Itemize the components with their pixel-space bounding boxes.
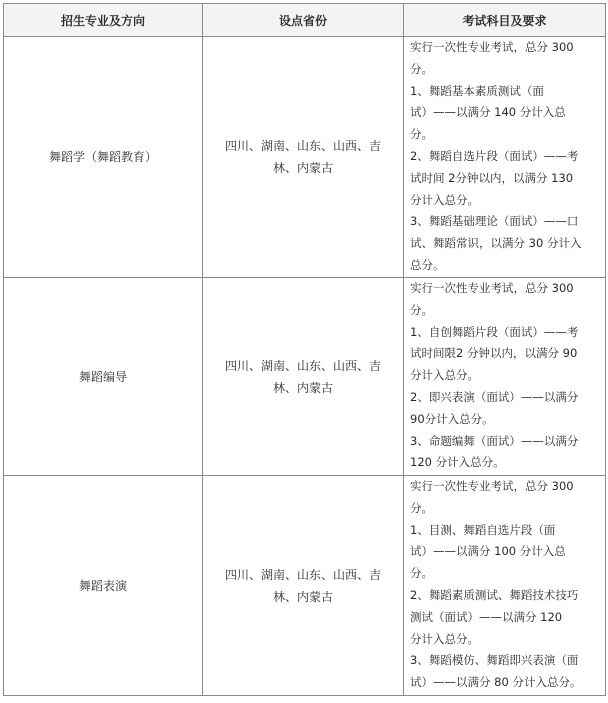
requirement-line: 分。 [410,566,433,581]
requirement-line: 试时间 2分钟以内，以满分 130 [410,170,574,185]
requirement-line: 1、目测、舞蹈自选片段（面 [410,522,556,537]
header-major: 招生专业及方向 [4,4,203,37]
requirement-line: 90分计入总分。 [410,411,494,426]
requirement-line: 分。 [410,500,433,515]
admissions-table [3,3,606,696]
requirement-line: 1、舞蹈基本素质测试（面 [410,83,544,98]
provinces-line: 林、内蒙古 [272,589,333,604]
requirements-cell [404,476,606,696]
provinces-cell [203,37,404,278]
requirement-line: 2、舞蹈素质测试、舞蹈技术技巧 [410,587,579,602]
provinces-line: 林、内蒙古 [272,161,333,175]
requirement-line: 分。 [410,302,433,317]
requirement-line: 2、即兴表演（面试）——以满分 [410,389,579,404]
requirement-line: 分。 [410,127,433,142]
requirement-line: 3、舞蹈基础理论（面试）——口 [410,214,579,229]
header-row [4,4,606,37]
requirements-cell [404,37,606,278]
requirement-line: 分计入总分。 [410,192,479,207]
requirement-line: 试时间限2 分钟以内，以满分 90 [410,346,578,361]
table-row [4,476,606,696]
table-row [4,278,606,476]
major-cell: 舞蹈表演 [4,476,203,696]
requirement-line: 实行一次性专业考试，总分 300 [410,479,574,493]
requirement-line: 1、自创舞蹈片段（面试）——考 [410,324,579,339]
header-provinces: 设点省份 [203,4,404,37]
provinces-line: 林、内蒙古 [272,380,333,395]
provinces-line: 四川、湖南、山东、山西、吉 [224,567,381,582]
requirement-line: 分计入总分。 [410,368,479,383]
header-requirements: 考试科目及要求 [404,4,606,37]
major-cell: 舞蹈学（舞蹈教育） [4,37,203,278]
requirement-line: 实行一次性专业考试，总分 300 [410,40,574,54]
provinces-line: 四川、湖南、山东、山西、吉 [224,139,381,153]
requirement-line: 分计入总分。 [410,631,479,646]
requirement-line: 试）——以满分 100 分计入总 [410,544,566,559]
requirement-line: 测试（面试）——以满分 120 [410,609,563,624]
requirement-line: 试）——以满分 80 分计入总分。 [410,675,582,690]
requirement-line: 试）——以满分 140 分计入总 [410,105,566,120]
requirements-cell [404,278,606,476]
requirement-line: 3、命题编舞（面试）——以满分 [410,433,579,448]
table-row [4,37,606,278]
requirement-line: 3、舞蹈模仿、舞蹈即兴表演（面 [410,653,579,668]
requirement-line: 2、舞蹈自选片段（面试）——考 [410,148,579,163]
requirement-line: 总分。 [410,257,445,272]
major-cell: 舞蹈编导 [4,278,203,476]
requirement-line: 试、舞蹈常识，以满分 30 分计入 [410,236,582,251]
requirement-line: 120 分计入总分。 [410,455,505,470]
provinces-line: 四川、湖南、山东、山西、吉 [224,358,381,373]
requirement-line: 实行一次性专业考试，总分 300 [410,281,574,295]
provinces-cell [203,278,404,476]
provinces-cell [203,476,404,696]
requirement-line: 分。 [410,61,433,76]
